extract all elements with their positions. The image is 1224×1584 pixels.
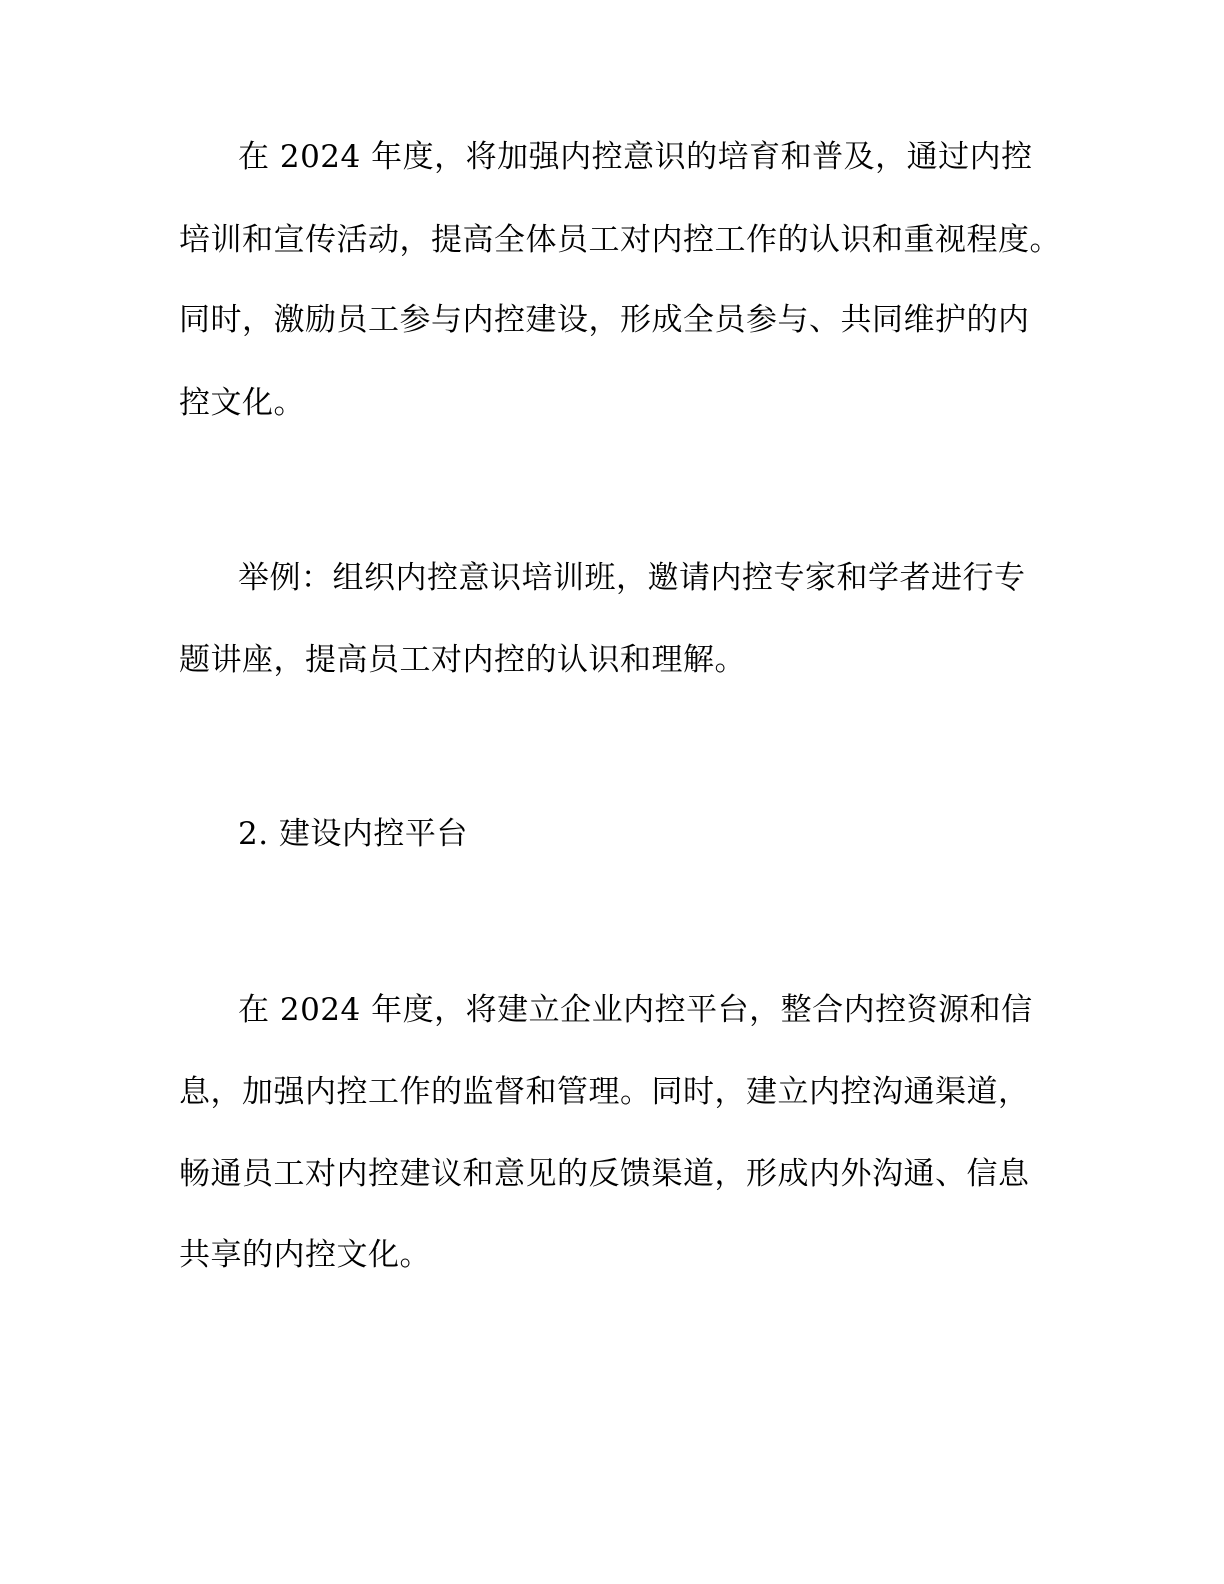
paragraph-2-line-1: 举例：组织内控意识培训班，邀请内控专家和学者进行专 — [238, 560, 1026, 596]
paragraph-1-line-4: 控文化。 — [179, 385, 305, 421]
paragraph-1-line-2: 培训和宣传活动，提高全体员工对内控工作的认识和重视程度。 — [179, 222, 1061, 258]
paragraph-3-line-1: 在 2024 年度，将建立企业内控平台，整合内控资源和信 — [238, 992, 1033, 1028]
section-heading-2: 2. 建设内控平台 — [238, 816, 468, 852]
paragraph-2-line-2: 题讲座，提高员工对内控的认识和理解。 — [179, 642, 746, 678]
paragraph-3-line-3: 畅通员工对内控建议和意见的反馈渠道，形成内外沟通、信息 — [179, 1156, 1030, 1192]
paragraph-1-line-1: 在 2024 年度，将加强内控意识的培育和普及，通过内控 — [238, 139, 1033, 175]
paragraph-3-line-4: 共享的内控文化。 — [179, 1237, 431, 1273]
paragraph-1-line-3: 同时，激励员工参与内控建设，形成全员参与、共同维护的内 — [179, 302, 1030, 338]
paragraph-3-line-2: 息，加强内控工作的监督和管理。同时，建立内控沟通渠道， — [179, 1074, 1030, 1110]
